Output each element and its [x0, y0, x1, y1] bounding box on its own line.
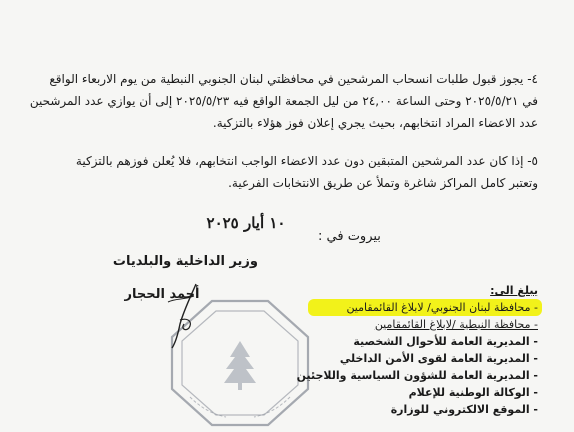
distribution-item: - الوكالة الوطنية للإعلام: [408, 386, 538, 399]
distribution-item: - المديرية العامة للأحوال الشخصية: [353, 335, 538, 348]
distribution-title: يبلغ الى:: [490, 284, 538, 297]
paragraph-4-line: في ٢٠٢٥/٥/٢١ وحتى الساعة ٢٤,٠٠ من ليل الجمعة الواقع فيه ٢٠٢٥/٥/٢٣ إلى أن يوازي عدد المرشحين: [29, 94, 538, 108]
distribution-item: - محافظة النبطية /لابلاغ القائمقامين: [374, 318, 538, 331]
distribution-item: - المديرية العامة للشؤون السياسية واللاجئين: [296, 369, 538, 382]
distribution-item-highlighted: - محافظة لبنان الجنوبي/ لابلاغ القائمقامين: [308, 299, 542, 316]
minister-name: أحمد الحجار: [124, 287, 200, 302]
document-date: ١٠ أيار ٢٠٢٥: [206, 214, 286, 232]
paragraph-4-line: عدد الاعضاء المراد انتخابهم، بحيث يجري إعلان فوز هؤلاء بالتزكية.: [212, 116, 538, 130]
paragraph-4-line: ٤- يجوز قبول طلبات انسحاب المرشحين في محافظتي لبنان الجنوبي النبطية من يوم الاربعاء الواقع: [49, 72, 538, 86]
paragraph-5-line: وتعتبر كامل المراكز شاغرة وتملأ عن طريق الانتخابات الفرعية.: [228, 176, 538, 190]
document-place: بيروت في :: [318, 229, 381, 244]
distribution-item: - الموقع الالكتروني للوزارة: [390, 403, 538, 416]
minister-title: وزير الداخلية والبلديات: [112, 254, 258, 269]
paragraph-5-line: ٥- إذا كان عدد المرشحين المتبقين دون عدد الاعضاء الواجب انتخابهم، فلا يُعلن فوزهم بالتزكية: [75, 154, 538, 168]
distribution-list: [296, 282, 538, 418]
distribution-item: - المديرية العامة لقوى الأمن الداخلي: [339, 352, 538, 365]
paragraph-5: [38, 150, 538, 194]
paragraph-4: [29, 68, 538, 134]
